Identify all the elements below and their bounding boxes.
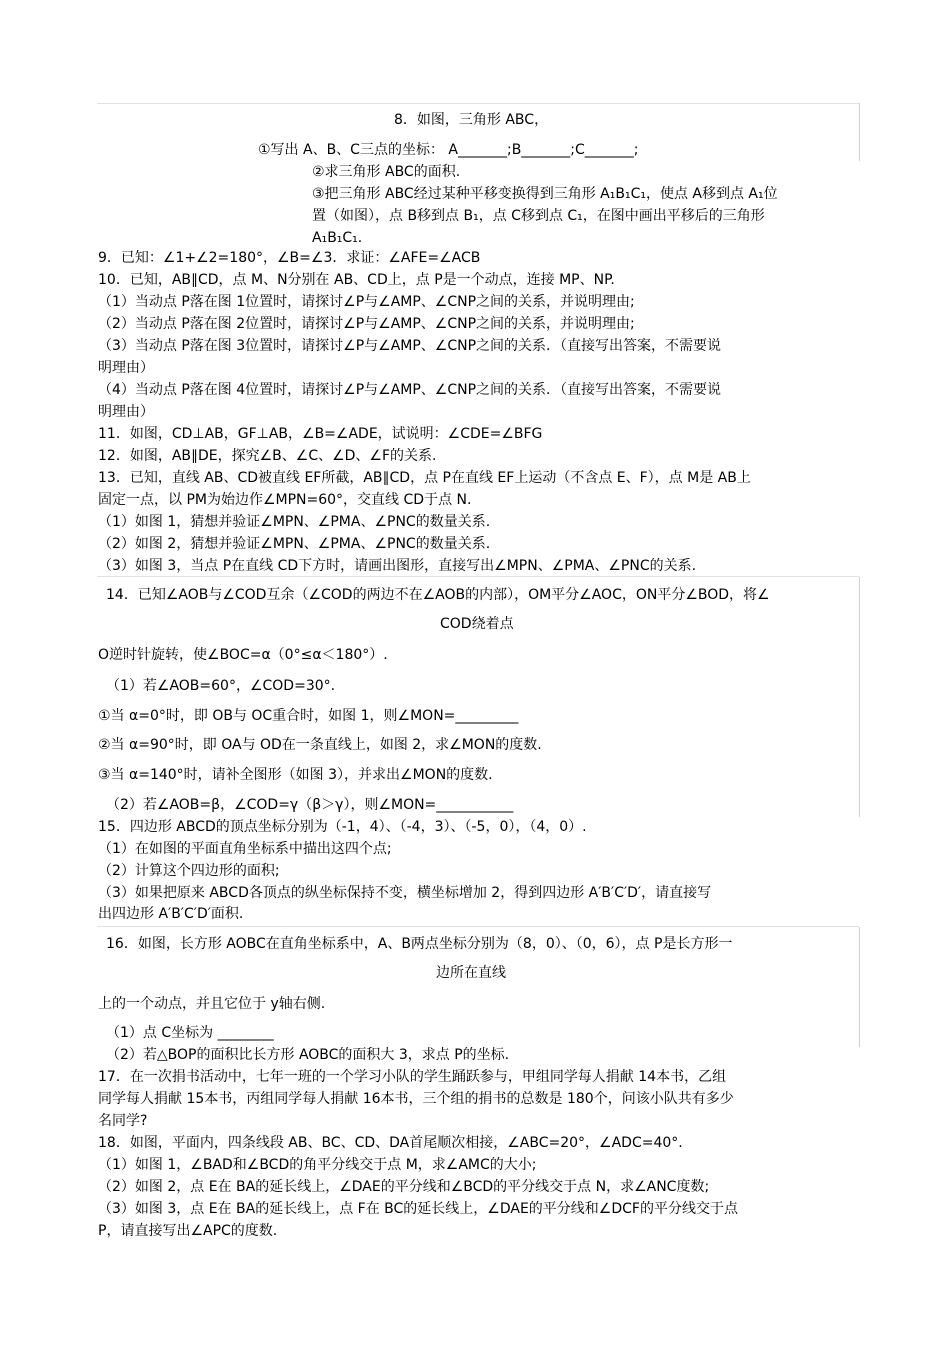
problem-16-cont: 边所在直线: [436, 965, 506, 981]
problem-17-cont: 名同学?: [98, 1113, 148, 1129]
problem-15-part-3: （3）如果把原来 ABCD各顶点的纵坐标保持不变，横坐标增加 2，得到四边形 A′B′C′D′，请直接写: [98, 885, 712, 901]
problem-13-part-2: （2）如图 2，猜想并验证∠MPN、∠PMA、∠PNC的数量关系.: [98, 536, 491, 552]
problem-8-part-1: ①写出 A、B、C三点的坐标： A_______;B_______;C_______;: [258, 142, 639, 158]
problem-18-part-1: （1）如图 1，∠BAD和∠BCD的角平分线交于点 M，求∠AMC的大小;: [98, 1157, 537, 1173]
problem-14-part-1-a: ①当 α=0°时，即 OB与 OC重合时，如图 1，则∠MON=_________: [98, 708, 519, 724]
problem-11: 11．如图，CD⊥AB，GF⊥AB，∠B=∠ADE，试说明：∠CDE=∠BFG: [98, 426, 543, 442]
problem-14-part-1-b: ②当 α=90°时，即 OA与 OD在一条直线上，如图 2，求∠MON的度数.: [98, 737, 542, 753]
problem-10-part-4-cont: 明理由）: [98, 404, 154, 420]
problem-14-part-1-c: ③当 α=140°时，请补全图形（如图 3），并求出∠MON的度数.: [98, 767, 493, 783]
frame-divider: [859, 103, 860, 161]
problem-14: 14．已知∠AOB与∠COD互余（∠COD的两边不在∠AOB的内部），OM平分∠AOC，ON平分∠BOD，将∠: [106, 587, 770, 603]
frame-divider: [97, 926, 859, 927]
frame-divider: [97, 103, 859, 104]
problem-18: 18．如图，平面内，四条线段 AB、BC、CD、DA首尾顺次相接，∠ABC=20°，∠ADC=40°.: [98, 1135, 683, 1151]
problem-8-part-3-cont: A₁B₁C₁.: [312, 230, 363, 246]
problem-16-part-2: （2）若△BOP的面积比长方形 AOBC的面积大 3，求点 P的坐标.: [106, 1047, 510, 1063]
frame-divider: [97, 576, 859, 577]
problem-15-part-1: （1）在如图的平面直角坐标系中描出这四个点;: [98, 841, 392, 857]
problem-14-cont: COD绕着点: [440, 616, 514, 632]
problem-13-cont: 固定一点，以 PM为始边作∠MPN=60°，交直线 CD于点 N.: [98, 492, 472, 508]
problem-18-part-3: （3）如图 3，点 E在 BA的延长线上，点 F在 BC的延长线上，∠DAE的平分线和∠DCF的平分线交于点: [98, 1201, 738, 1217]
frame-divider: [859, 577, 860, 817]
problem-14-part-2: （2）若∠AOB=β，∠COD=γ（β＞γ），则∠MON=___________: [106, 797, 514, 813]
problem-10-part-2: （2）当动点 P落在图 2位置时，请探讨∠P与∠AMP、∠CNP之间的关系，并说明理由;: [98, 316, 635, 332]
problem-9: 9．已知：∠1+∠2=180°，∠B=∠3．求证：∠AFE=∠ACB: [98, 250, 481, 266]
problem-16-part-1: （1）点 C坐标为 ________: [106, 1025, 274, 1041]
problem-8-part-3: ③把三角形 ABC经过某种平移变换得到三角形 A₁B₁C₁，使点 A移到点 A₁位: [312, 186, 778, 202]
problem-8-part-3-cont: 置（如图），点 B移到点 B₁，点 C移到点 C₁，在图中画出平移后的三角形: [312, 208, 765, 224]
problem-13-part-3: （3）如图 3，当点 P在直线 CD下方时，请画出图形，直接写出∠MPN、∠PMA、∠PNC的关系.: [98, 558, 697, 574]
problem-14-part-1: （1）若∠AOB=60°，∠COD=30°.: [106, 678, 336, 694]
problem-17-cont: 同学每人捐献 15本书，丙组同学每人捐献 16本书，三个组的捐书的总数是 180个，问该小队共有多少: [98, 1091, 734, 1107]
problem-13: 13．已知，直线 AB、CD被直线 EF所截，AB∥CD，点 P在直线 EF上运动（不含点 E、F），点 M是 AB上: [98, 470, 751, 486]
problem-12: 12．如图，AB∥DE，探究∠B、∠C、∠D、∠F的关系.: [98, 448, 437, 464]
problem-10-part-4: （4）当动点 P落在图 4位置时，请探讨∠P与∠AMP、∠CNP之间的关系．（直接写出答案，不需要说: [98, 382, 722, 398]
problem-10-part-1: （1）当动点 P落在图 1位置时，请探讨∠P与∠AMP、∠CNP之间的关系，并说明理由;: [98, 294, 635, 310]
problem-8-part-2: ②求三角形 ABC的面积.: [312, 164, 461, 180]
problem-10-part-3-cont: 明理由）: [98, 360, 154, 376]
problem-14-cont: O逆时针旋转，使∠BOC=α（0°≤α＜180°）.: [98, 647, 388, 663]
problem-10-part-3: （3）当动点 P落在图 3位置时，请探讨∠P与∠AMP、∠CNP之间的关系．（直接写出答案，不需要说: [98, 338, 722, 354]
problem-8-title: 8．如图，三角形 ABC，: [394, 112, 549, 128]
problem-18-part-2: （2）如图 2，点 E在 BA的延长线上，∠DAE的平分线和∠BCD的平分线交于点 N，求∠ANC度数;: [98, 1179, 710, 1195]
problem-15-part-2: （2）计算这个四边形的面积;: [98, 863, 280, 879]
problem-10: 10．已知，AB∥CD，点 M、N分别在 AB、CD上，点 P是一个动点，连接 MP、NP.: [98, 272, 615, 288]
problem-16-cont: 上的一个动点，并且它位于 y轴右侧.: [98, 996, 326, 1012]
problem-17: 17．在一次捐书活动中，七年一班的一个学习小队的学生踊跃参与，甲组同学每人捐献 14本书，乙组: [98, 1069, 727, 1085]
problem-15-part-3-cont: 出四边形 A′B′C′D′面积.: [98, 906, 244, 922]
problem-18-part-3-cont: P，请直接写出∠APC的度数.: [98, 1223, 278, 1239]
problem-16: 16．如图，长方形 AOBC在直角坐标系中，A、B两点坐标分别为（8，0）、（0，6），点 P是长方形一: [106, 936, 733, 952]
frame-divider: [859, 927, 860, 1047]
problem-15: 15．四边形 ABCD的顶点坐标分别为（-1，4）、（-4，3）、（-5，0），（4，0）.: [98, 819, 587, 835]
problem-13-part-1: （1）如图 1，猜想并验证∠MPN、∠PMA、∠PNC的数量关系.: [98, 514, 491, 530]
